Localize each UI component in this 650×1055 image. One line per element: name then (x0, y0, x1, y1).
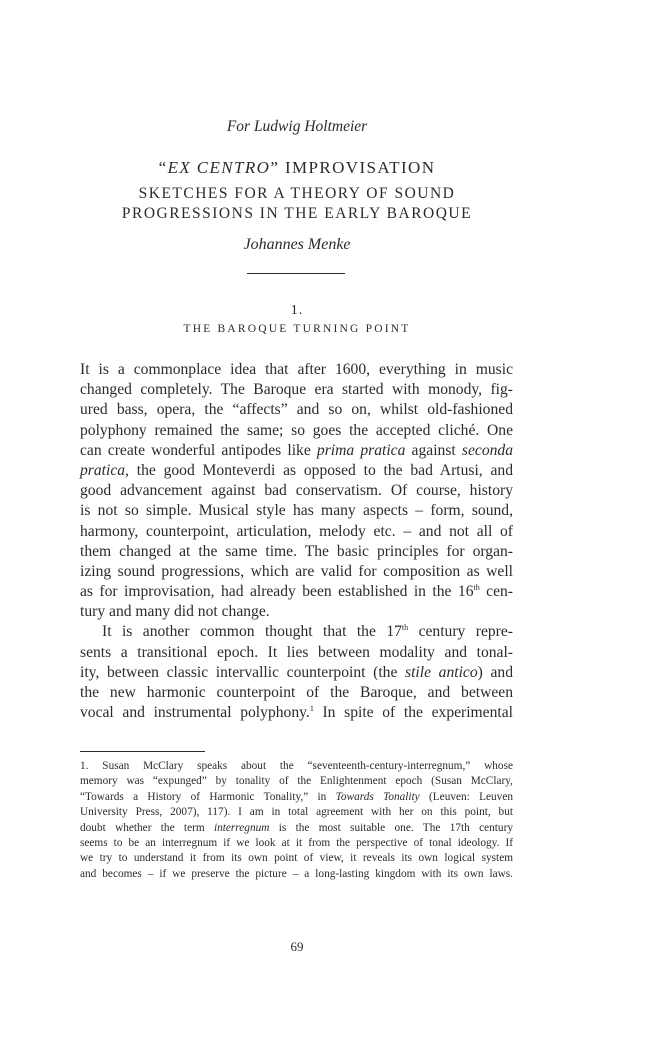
footnote-divider (80, 751, 205, 752)
section-title: THE BAROQUE TURNING POINT (183, 323, 411, 335)
superscript: th (473, 583, 480, 593)
body-text-run: , the good Monteverdi as opposed to the bad Artusi, and (125, 461, 513, 479)
body-line (80, 703, 513, 723)
body-line: them changed at the same time. The basic principles for organ- (80, 542, 513, 560)
title-rest: ” IMPROVISATION (270, 158, 436, 177)
footnote-line (80, 821, 513, 836)
body-line (80, 461, 513, 481)
subtitle-line: SKETCHES FOR A THEORY OF SOUND (138, 185, 456, 202)
body-italic-run: prima pratica (316, 441, 406, 459)
body-line (80, 622, 513, 642)
footnote-italic-run: Towards Tonality (335, 790, 420, 803)
footnote-line: seems to be an interregnum if we look at it from the perspective of tonal ideology. If (80, 836, 513, 849)
footnote-line: memory was “expunged” by tonality of the Enlightenment epoch (Susan McClary, (80, 775, 513, 788)
footnote-marker: 1 (309, 704, 314, 714)
page-number: 69 (290, 939, 304, 954)
body-line: izing sound progressions, which are valid for composition as well (80, 562, 513, 580)
body-paragraphs (80, 360, 513, 723)
body-text-run: can create wonderful antipodes like (80, 441, 317, 459)
article-title (0, 158, 594, 178)
body-text-run: ity, between classic intervallic counterpoint (the (80, 663, 406, 681)
body-line (80, 441, 513, 461)
footnote (80, 759, 513, 882)
section-number: 1. (290, 303, 304, 318)
body-line: is not so simple. Musical style has many aspects – form, sound, (80, 502, 513, 520)
body-line: tury and many did not change. (80, 603, 270, 621)
body-text-run: against (405, 441, 462, 459)
article-subtitle (0, 184, 594, 224)
body-line: the new harmonic counterpoint of the Baroque, and between (80, 684, 513, 701)
body-line (80, 663, 513, 683)
footnote-text-run: (Leuven: Leuven (419, 790, 513, 803)
body-italic-run: pratica (80, 461, 126, 479)
superscript: th (401, 623, 409, 633)
footnote-italic-run: interregnum (213, 821, 270, 834)
title-divider (247, 273, 345, 274)
title-italic: EX CENTRO (167, 158, 271, 177)
title-open-quote: “ (158, 158, 168, 177)
footnote-text-run: is the most suitable one. The 17th century (269, 821, 513, 834)
body-line: changed completely. The Baroque era started with monody, fig- (80, 381, 513, 399)
dedication: For Ludwig Holtmeier (226, 118, 368, 135)
body-italic-run: seconda (461, 441, 514, 459)
body-line (80, 582, 513, 602)
footnote-line (80, 790, 513, 805)
body-line: ured bass, opera, the “affects” and so on, whilst old-fashioned (80, 401, 513, 419)
body-text-run: cen- (479, 583, 513, 601)
body-italic-run: stile antico (405, 663, 478, 681)
author-name: Johannes Menke (243, 236, 351, 253)
body-text-run: In spite of the experimental (313, 704, 513, 722)
footnote-line: University Press, 2007), 117). I am in total agreement with her on this point, but (80, 806, 513, 819)
footnote-line: we try to understand it from its own point of view, it reveals its own logical system (80, 852, 513, 865)
footnote-text-run: “Towards a History of Harmonic Tonality,” in (80, 790, 336, 803)
body-text-run: ) and (477, 663, 513, 681)
body-line: polyphony remained the same; so goes the accepted cliché. One (80, 421, 513, 439)
body-line: sents a transitional epoch. It lies between modality and tonal- (80, 643, 513, 661)
body-text-run: It is another common thought that the 17 (102, 623, 402, 641)
body-line: It is a commonplace idea that after 1600, everything in music (80, 361, 513, 378)
body-text-run: as for improvisation, had already been established in the 16 (80, 583, 474, 601)
footnote-text-run: doubt whether the term (80, 821, 214, 834)
body-text-run: century repre- (408, 623, 513, 641)
subtitle-line: PROGRESSIONS IN THE EARLY BAROQUE (121, 205, 473, 222)
body-line: harmony, counterpoint, articulation, melody etc. – and not all of (80, 522, 513, 540)
body-text-run: vocal and instrumental polyphony. (80, 704, 310, 722)
body-line: good advancement against bad conservatism. Of course, history (80, 482, 513, 500)
footnote-line: 1. Susan McClary speaks about the “seventeenth-century-interregnum,” whose (80, 760, 513, 772)
footnote-line: and becomes – if we preserve the picture – a long-lasting kingdom with its own laws. (80, 867, 513, 880)
